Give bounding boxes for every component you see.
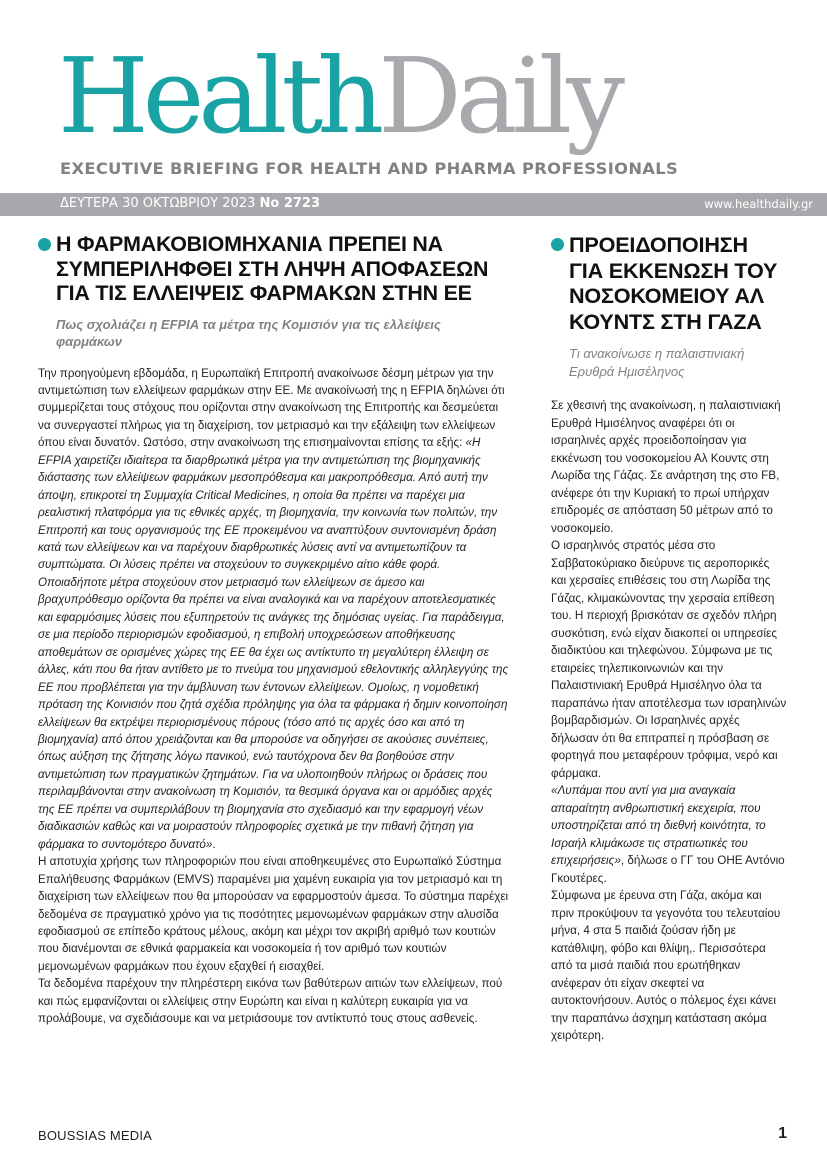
article-right-subtitle: Τι ανακοίνωσε η παλαιστινιακή Ερυθρά Ημισέληνος: [569, 346, 745, 379]
page-number: 1: [778, 1125, 787, 1142]
tagline: EXECUTIVE BRIEFING FOR HEALTH AND PHARMA PROFESSIONALS: [60, 159, 679, 178]
quote-text: «Η EFPIA χαιρετίζει ιδιαίτερα τα διαρθρωτικά μέτρα για την αντιμετώπιση της βιομηχανικής διάστασης των ελλείψεων φαρμάκων μεσοπρόθεσμα και μακροπρόθεσμα. Από αυτή την άποψη, επικροτεί τη Συμμαχία Critical Medicines, η οποία θα πρέπει να παρέχει μια ρεαλιστική πλατφόρμα για τις εθνικές αρχές, τη βιομηχανία, την κοινωνία των πολιτών, την Επιτροπή και τους οργανισμούς της ΕΕ προκειμένου να αναπτύξουν συντονισμένη δράση κατά των ελλείψεων και να παρέχουν διαρθρωτικές λύσεις αντί να αντιμετωπίζουν τα συμπτώματα. Οι λύσεις πρέπει να στοχεύουν το συγκεκριμένο αίτιο κάθε φορά. Οποιαδήποτε μέτρα στοχεύουν στον μετριασμό των ελλείψεων σε άμεσο και βραχυπρόθεσμο ορίζοντα θα πρέπει να είναι αναλογικά και να παρέχουν αποτελεσματικές και εφαρμόσιμες λύσεις που εξυπηρετούν τις ανάγκες της δημόσιας υγείας. Για παράδειγμα, σε μια περίοδο περιορισμών εφοδιασμού, η επιβολή υποχρεώσεων αποθήκευσης αποθεμάτων σε ορισμένες χώρες της ΕΕ θα έχει ως αντίκτυπο τη μεγαλύτερη έλλειψη σε άλλες, κάτι που θα ήταν αντίθετο με το πνεύμα του μηχανισμού εθελοντικής αλληλεγγύης της ΕΕ που προβλέπεται για την άμβλυνση των έντονων ελλείψεων. Ομοίως, η νομοθετική πρόταση της Κοινισιόν που ζητά σχέδια πρόληψης για όλα τα φάρμακα ή δημιν κοινοποίηση ελλείψεων θα εκτρέψει περιορισμένους πόρους (τόσο από τις αρχές όσο και από τη βιομηχανία) από όπου χρειάζονται και θα μπορούσε να οδηγήσει σε ακούσιες συνέπειες, όπως αύξηση της ζήτησης λόγω πανικού, ενώ ταυτόχρονα δεν θα βοηθούσε στην αντιμετώπιση των πραγματικών ζητημάτων. Για να υλοποιηθούν πλήρως οι δράσεις που περιλαμβάνονται στην ανακοίνωση τη Κομισιόν, τα θεσμικά όργανα και οι αρμόδιες αρχές της ΕΕ πρέπει να συμπεριλάβουν τη βιομηχανία στο σχεδιασμό και την εφαρμογή νέων διαδικασιών καθώς και να μοιραστούν πληροφορίες σχετικά με την πιθανή ζήτηση για φάρμακα το συντομότερο δυνατό»: [38, 436, 509, 851]
article-right-paragraph: [551, 782, 787, 887]
article-right-paragraph: Σε χθεσινή της ανακοίνωση, η παλαιστινιακή Ερυθρά Ημισέληνος αναφέρει ότι οι ισραηλινές αρχές προειδοποίησαν για εκκένωση του νοσοκομείου Αλ Κουντς στη Λωρίδα της Γάζας. Σε ανάρτηση της στο FB, ανέφερε ότι την Κυριακή το πρωί υπήρχαν επιδρομές σε απόσταση 50 μέτρων από το νοσοκομείο.: [551, 399, 781, 535]
paragraph-end: .: [212, 837, 216, 851]
logo-health-text: Health: [58, 35, 379, 157]
article-right: [551, 232, 787, 1045]
article-right-title: ΠΡΟΕΙΔΟΠΟΙΗΣΗ ΓΙΑ ΕΚΚΕΝΩΣΗ ΤΟΥ ΝΟΣΟΚΟΜΕΙΟΥ ΑΛ ΚΟΥΝΤΣ ΣΤΗ ΓΑΖΑ: [569, 232, 778, 334]
article-right-body: [551, 397, 787, 1045]
article-left-title: Η ΦΑΡΜΑΚΟΒΙΟΜΗΧΑΝΙΑ ΠΡΕΠΕΙ ΝΑ ΣΥΜΠΕΡΙΛΗΦΘΕΙ ΣΤΗ ΛΗΨΗ ΑΠΟΦΑΣΕΩΝ ΓΙΑ ΤΙΣ ΕΛΛΕΙΨΕΙΣ ΦΑΡΜΑΚΩΝ ΣΤΗΝ ΕΕ: [56, 232, 489, 305]
article-right-paragraph: Ο ισραηλινός στρατός μέσα στο Σαββατοκύριακο διεύρυνε τις αεροπορικές και χερσαίες επιθέσεις του στη Λωρίδα της Γάζας, κλιμακώνοντας την χερσαία επίθεση του. Η περιοχή βρισκόταν σε σχεδόν πλήρη συσκότιση, ενώ είχαν διακοπεί οι υπηρεσίες διαδικτύου και τηλεφώνου. Σύμφωνα με τις εταιρείες τηλεπικοινωνιών και την Παλαιστινιακή Ερυθρά Ημισέληνο όλα τα παραπάνω ήταν αποτέλεσμα των ισραηλινών βομβαρδισμών. Οι Ισραηλινές αρχές δήλωσαν ότι θα επιτραπεί η πρόσβαση σε φορτηγά που μεταφέρουν τρόφιμα, νερό και φάρμακα.: [551, 539, 787, 780]
article-right-paragraph: Σύμφωνα με έρευνα στη Γάζα, ακόμα και πριν προκύψουν τα γεγονότα του τελευταίου μήνα, 4 στα 5 παιδιά ζούσαν ήδη με κατάθλιψη, φόβο και θλίψη,. Περισσότερα από τα μισά παιδιά που ερωτήθηκαν ανέφεραν ότι είχαν σκεφτεί να αυτοκτονήσουν. Αυτός ο πόλεμος έχει κάνει την παραπάνω άσχημη κατάσταση ακόμα χειρότερη.: [551, 889, 781, 1042]
issue-date-line: [60, 196, 320, 211]
article-left-paragraph: Η αποτυχία χρήσης των πληροφοριών που είναι αποθηκευμένες στο Ευρωπαϊκό Σύστημα Επαλήθευσης Φαρμάκων (EMVS) παραμένει μια χαμένη ευκαιρία για τον μετριασμό και τη διαχείριση των ελλείψεων που θα μπορούσαν να εφαρμοστούν άμεσα. Το σύστημα παρέχει δεδομένα σε πραγματικό χρόνο για τις ποσότητες μεμονωμένων φαρμάκων στην αλυσίδα εφοδιασμού σε επίπεδο κράτους μέλους, ακόμη και μέχρι τον ακριβή αριθμό των κουτιών που διανέμονται σε εθνικά φαρμακεία και νοσοκομεία ή τον αριθμό των κουτιών μεμονωμένων φαρμάκων που έχουν εξαχθεί ή εισαχθεί.: [38, 855, 509, 973]
website-link[interactable]: www.healthdaily.gr: [704, 197, 813, 211]
issue-number: Νο 2723: [259, 196, 321, 211]
masthead-logo: [58, 34, 619, 158]
article-left-body: [38, 365, 510, 1028]
logo-daily-text: Daily: [378, 35, 619, 157]
headline-bullet-icon: [38, 238, 51, 251]
date-bar: [0, 193, 827, 216]
article-left-paragraph: [38, 365, 510, 854]
quote-text: «Λυπάμαι που αντί για μια αναγκαία απαραίτητη ανθρωπιστική εκεχειρία, που υποστηρίζεται από τη διεθνή κοινότητα, το Ισραήλ κλιμάκωσε τις στρατιωτικές του επιχειρήσεις»: [551, 784, 766, 867]
article-left-subtitle: Πως σχολιάζει η EFPIA τα μέτρα της Κομισιόν για τις ελλείψεις φαρμάκων: [56, 316, 441, 349]
publisher-name: BOUSSIAS MEDIA: [38, 1128, 153, 1143]
article-left-paragraph: Τα δεδομένα παρέχουν την πληρέστερη εικόνα των βαθύτερων αιτιών των ελλείψεων, πού και πώς εμφανίζονται οι ελλείψεις στην Ευρώπη και είναι η καλύτερη ευκαιρία για να προλάβουμε, να σχεδιάσουμε και να μετριάσουμε τον αντίκτυπό τους στους ασθενείς.: [38, 977, 503, 1026]
paragraph-text: , δήλωσε ο ΓΓ του ΟΗΕ Αντόνιο Γκουτέρες.: [551, 854, 785, 885]
article-left: [38, 232, 510, 1028]
issue-date: ΔΕΥΤΕΡΑ 30 ΟΚΤΩΒΡΙΟΥ 2023: [60, 196, 256, 211]
paragraph-text: Την προηγούμενη εβδομάδα, η Ευρωπαϊκή Επιτροπή ανακοίνωσε δέσμη μέτρων για την αντιμετώπιση των ελλείψεων φαρμάκων στην ΕΕ. Με ανακοίνωσή της η EFPIA δηλώνει ότι συμμερίζεται τους στόχους που ορίζονται στην ανακοίνωση της Επιτροπής και δεσμεύεται να συνεργαστεί πλήρως για τη διαχείριση, τον μετριασμό και την εξάλειψη των ελλείψεων όπου είναι δυνατόν. Ωστόσο, στην ανακοίνωση της επισημαίνονται επίσης τα εξής:: [38, 366, 505, 450]
headline-bullet-icon: [551, 238, 564, 251]
